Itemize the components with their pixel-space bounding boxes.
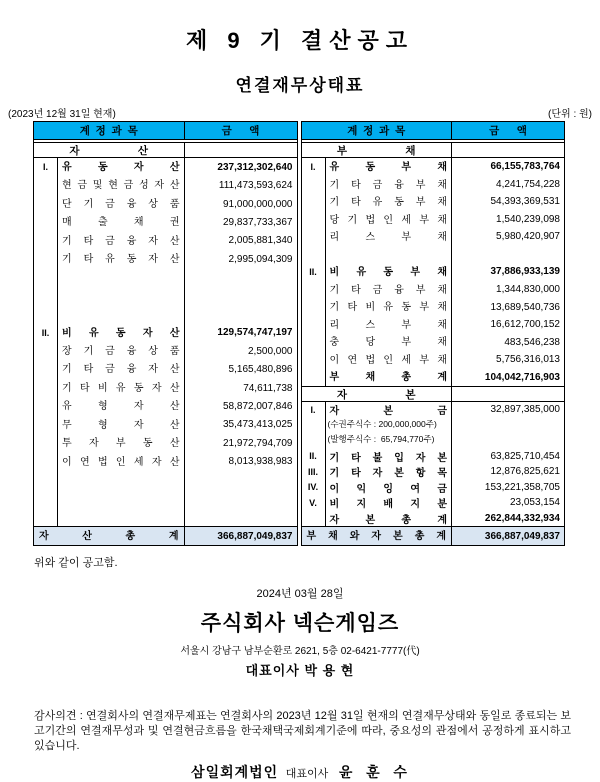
amount-cell: 1,540,239,098 [451, 211, 564, 229]
roman-numeral [302, 193, 326, 211]
liabilities-rows [302, 158, 565, 386]
unit-note: (단위 : 원) [548, 109, 592, 120]
liabilities-section-band [302, 142, 565, 158]
amount-cell [451, 418, 564, 434]
roman-numeral [302, 281, 326, 299]
amount-cell [184, 287, 297, 305]
roman-numeral [302, 418, 326, 434]
assets-half [33, 121, 298, 546]
account-name: 자 본 금 [329, 406, 447, 417]
amount-cell: 29,837,733,367 [184, 213, 297, 231]
assets-section-label: 자 산 [69, 144, 149, 157]
amount-cell: 12,876,825,621 [451, 464, 564, 480]
roman-numeral [34, 342, 58, 360]
amount-cell: 2,995,094,309 [184, 250, 297, 268]
account-row [34, 379, 297, 397]
share-count-note-row [302, 433, 565, 449]
roman-numeral [302, 433, 326, 449]
roman-numeral [34, 250, 58, 268]
account-row [34, 213, 297, 231]
amount-cell: 23,053,154 [451, 495, 564, 511]
account-name: 기 타 금 융 부 채 [329, 179, 447, 191]
auditor-line [0, 762, 600, 782]
amount-cell: 1,344,830,000 [451, 281, 564, 299]
roman-numeral [34, 379, 58, 397]
amount-cell: 5,980,420,907 [451, 228, 564, 246]
account-name: 유 동 부 채 [329, 162, 447, 173]
account-name: 이 연 법 인 세 자 산 [62, 456, 180, 468]
amount-cell: 16,612,700,152 [451, 316, 564, 334]
account-row [302, 228, 565, 246]
company-address: 서울시 강남구 남부순환로 2621, 5층 02-6421-7777(代) [180, 646, 420, 657]
account-row [34, 397, 297, 415]
page-title: 제 9 기 결산공고 [185, 28, 415, 53]
publication-date: 2024년 03월 28일 [256, 588, 344, 600]
account-row [302, 402, 565, 418]
amount-cell: 66,155,783,764 [451, 158, 564, 176]
roman-numeral: II. [34, 324, 58, 342]
account-name: 당 기 법 인 세 부 채 [329, 214, 447, 226]
account-name: 기 타 금 융 자 산 [62, 364, 180, 376]
roman-numeral [34, 213, 58, 231]
roman-numeral [34, 176, 58, 194]
account-name [58, 287, 184, 305]
blank-row [34, 489, 297, 507]
empty-amount-cell [184, 143, 297, 157]
roman-numeral [302, 511, 326, 527]
blank-row [34, 287, 297, 305]
roman-numeral [34, 489, 58, 507]
account-row [302, 211, 565, 229]
account-row [302, 368, 565, 386]
roman-numeral [302, 211, 326, 229]
roman-numeral [302, 316, 326, 334]
roman-numeral: II. [302, 263, 326, 281]
amount-cell [184, 489, 297, 507]
amount-cell: 4,241,754,228 [451, 176, 564, 194]
company-name: 주식회사 넥슨게임즈 [200, 612, 400, 635]
account-row [34, 195, 297, 213]
roman-numeral: I. [34, 158, 58, 176]
account-name: 자 본 총 계 [329, 514, 447, 526]
account-row [302, 281, 565, 299]
balance-sheet-table [33, 121, 565, 546]
share-count-note: (발행주식수 : 65,794,770주) [327, 434, 435, 444]
amount-cell: 21,972,794,709 [184, 434, 297, 452]
amount-cell: 54,393,369,531 [451, 193, 564, 211]
roman-numeral [34, 360, 58, 378]
amount-cell: 262,844,332,934 [451, 511, 564, 527]
auditor-name: 윤 훈 수 [338, 764, 409, 780]
roman-numeral: I. [302, 402, 326, 418]
roman-numeral [34, 397, 58, 415]
amount-cell: 32,897,385,000 [451, 402, 564, 418]
account-name: 투 자 부 동 산 [62, 438, 180, 450]
audit-opinion: 감사의견 : 연결회사의 연결재무제표는 연결회사의 2023년 12월 31일 현재의 연결재무상태와 동일로 종료되는 보고기간의 연결재무성과 및 연결현금흐름을 한국채택국제회계기준에 따라, 중요성의 관점에서 공정하게 표시하고 있습니다. [34, 710, 571, 752]
amount-cell: 2,500,000 [184, 342, 297, 360]
total-assets-value: 366,887,049,837 [184, 527, 297, 545]
roman-numeral: I. [302, 158, 326, 176]
roman-numeral [34, 471, 58, 489]
ceo-line: 대표이사 박 용 현 [245, 663, 355, 678]
amount-cell [451, 246, 564, 264]
blank-row [34, 268, 297, 286]
account-row [302, 298, 565, 316]
account-row [34, 250, 297, 268]
account-name [326, 246, 452, 264]
total-liabilities-equity-value: 366,887,049,837 [451, 527, 564, 545]
amount-cell: 63,825,710,454 [451, 449, 564, 465]
statement-title: 연결재무상태표 [235, 76, 365, 95]
account-name: 비 유 동 자 산 [62, 327, 180, 339]
roman-numeral [34, 268, 58, 286]
liabilities-equity-half [301, 121, 566, 546]
share-count-note-row [302, 418, 565, 434]
amount-cell: 2,005,881,340 [184, 232, 297, 250]
account-name: 무 형 자 산 [62, 419, 180, 431]
account-name: 비 유 동 부 채 [329, 267, 447, 279]
account-name [58, 268, 184, 286]
account-row [34, 416, 297, 434]
account-row [34, 434, 297, 452]
announcement-note: 위와 같이 공고함. [34, 557, 118, 569]
roman-numeral [302, 176, 326, 194]
settlement-announcement-document [0, 24, 600, 780]
account-row [302, 158, 565, 176]
account-row [34, 453, 297, 471]
roman-numeral [34, 305, 58, 323]
roman-numeral [34, 287, 58, 305]
column-header-row [302, 122, 565, 140]
liabilities-section-label: 부 채 [336, 144, 416, 157]
roman-numeral: IV. [302, 480, 326, 496]
roman-numeral [34, 416, 58, 434]
account-name: 매 출 채 권 [62, 217, 180, 229]
account-name: 충 당 부 채 [329, 337, 447, 349]
account-name: 현 금 및 현 금 성 자 산 [62, 180, 180, 192]
assets-section-band [34, 142, 297, 158]
amount-column-header: 금 액 [184, 122, 297, 139]
amount-cell: 483,546,238 [451, 333, 564, 351]
account-name: 유 형 자 산 [62, 401, 180, 413]
as-of-date: (2023년 12월 31일 현재) [8, 109, 116, 120]
amount-cell: 35,473,413,025 [184, 416, 297, 434]
amount-cell: 111,473,593,624 [184, 176, 297, 194]
account-name: 기 타 금 융 자 산 [62, 235, 180, 247]
blank-row [34, 305, 297, 323]
account-name: 기 타 비 유 동 자 산 [62, 382, 180, 394]
total-liabilities-equity-label: 부 채 와 자 본 총 계 [306, 531, 446, 542]
account-row [302, 464, 565, 480]
roman-numeral [34, 508, 58, 526]
account-row [302, 316, 565, 334]
account-row [302, 263, 565, 281]
roman-numeral [302, 368, 326, 386]
roman-numeral: III. [302, 464, 326, 480]
roman-numeral [302, 333, 326, 351]
empty-amount-cell [451, 143, 564, 157]
roman-numeral [34, 232, 58, 250]
account-column-header: 계 정 과 목 [347, 125, 406, 137]
account-row [302, 480, 565, 496]
account-name: 기 타 유 동 부 채 [329, 197, 447, 209]
account-name [58, 471, 184, 489]
amount-cell [184, 305, 297, 323]
amount-cell: 74,611,738 [184, 379, 297, 397]
account-row [302, 333, 565, 351]
account-name: 기 타 유 동 자 산 [62, 254, 180, 266]
account-column-header: 계 정 과 목 [79, 125, 138, 137]
account-name: 기 타 자 본 항 목 [329, 468, 447, 479]
account-row [302, 193, 565, 211]
account-name: 리 스 부 채 [329, 319, 447, 331]
empty-amount-cell [451, 387, 564, 401]
total-liabilities-equity-row [302, 526, 565, 545]
account-row [34, 324, 297, 342]
blank-row [34, 508, 297, 526]
account-name [58, 508, 184, 526]
amount-cell: 91,000,000,000 [184, 195, 297, 213]
roman-numeral [34, 434, 58, 452]
amount-cell [184, 268, 297, 286]
account-row [34, 342, 297, 360]
account-row [302, 351, 565, 369]
account-row [34, 158, 297, 176]
amount-cell: 153,221,358,705 [451, 480, 564, 496]
roman-numeral [302, 351, 326, 369]
roman-numeral [302, 246, 326, 264]
account-name: 기 타 금 융 부 채 [329, 284, 447, 296]
account-name: 유 동 자 산 [62, 162, 180, 173]
amount-cell: 13,689,540,736 [451, 298, 564, 316]
amount-column-header: 금 액 [451, 122, 564, 139]
roman-numeral [302, 228, 326, 246]
roman-numeral [34, 195, 58, 213]
account-name: 비 지 배 지 분 [329, 499, 447, 510]
account-name: 기 타 비 유 동 부 채 [329, 302, 447, 314]
equity-rows [302, 402, 565, 526]
equity-section-label: 자 본 [336, 388, 416, 401]
account-name: 단 기 금 융 상 품 [62, 198, 180, 210]
blank-row [302, 246, 565, 264]
account-row [302, 449, 565, 465]
account-name: 이 익 잉 여 금 [329, 483, 447, 495]
account-row [34, 176, 297, 194]
share-count-note: (수권주식수 : 200,000,000주) [327, 418, 437, 429]
account-row [34, 232, 297, 250]
equity-section-band [302, 386, 565, 402]
amount-cell [451, 433, 564, 449]
account-name: 기 타 불 입 자 본 [329, 452, 447, 464]
account-name [58, 489, 184, 507]
account-name [58, 305, 184, 323]
auditor-role: 대표이사 [285, 768, 329, 780]
account-name: 부 채 총 계 [329, 372, 447, 384]
account-name: 리 스 부 채 [329, 232, 447, 244]
blank-row [34, 471, 297, 489]
meta-row [0, 105, 600, 120]
amount-cell: 5,756,316,013 [451, 351, 564, 369]
amount-cell: 237,312,302,640 [184, 158, 297, 176]
amount-cell: 129,574,747,197 [184, 324, 297, 342]
amount-cell [184, 471, 297, 489]
amount-cell: 58,872,007,846 [184, 397, 297, 415]
total-assets-label: 자 산 총 계 [39, 531, 179, 542]
account-name: 장 기 금 융 상 품 [62, 346, 180, 358]
roman-numeral: V. [302, 495, 326, 511]
roman-numeral [34, 453, 58, 471]
roman-numeral: II. [302, 449, 326, 465]
total-assets-row [34, 526, 297, 545]
amount-cell: 104,042,716,903 [451, 368, 564, 386]
column-header-row [34, 122, 297, 140]
account-row [34, 360, 297, 378]
account-row [302, 495, 565, 511]
account-row [302, 511, 565, 527]
account-row [302, 176, 565, 194]
roman-numeral [302, 298, 326, 316]
amount-cell: 37,886,933,139 [451, 263, 564, 281]
account-name: 이 연 법 인 세 부 채 [329, 354, 447, 366]
assets-rows [34, 158, 297, 526]
amount-cell: 5,165,480,896 [184, 360, 297, 378]
amount-cell [184, 508, 297, 526]
auditor-firm: 삼일회계법인 [191, 764, 279, 780]
amount-cell: 8,013,938,983 [184, 453, 297, 471]
